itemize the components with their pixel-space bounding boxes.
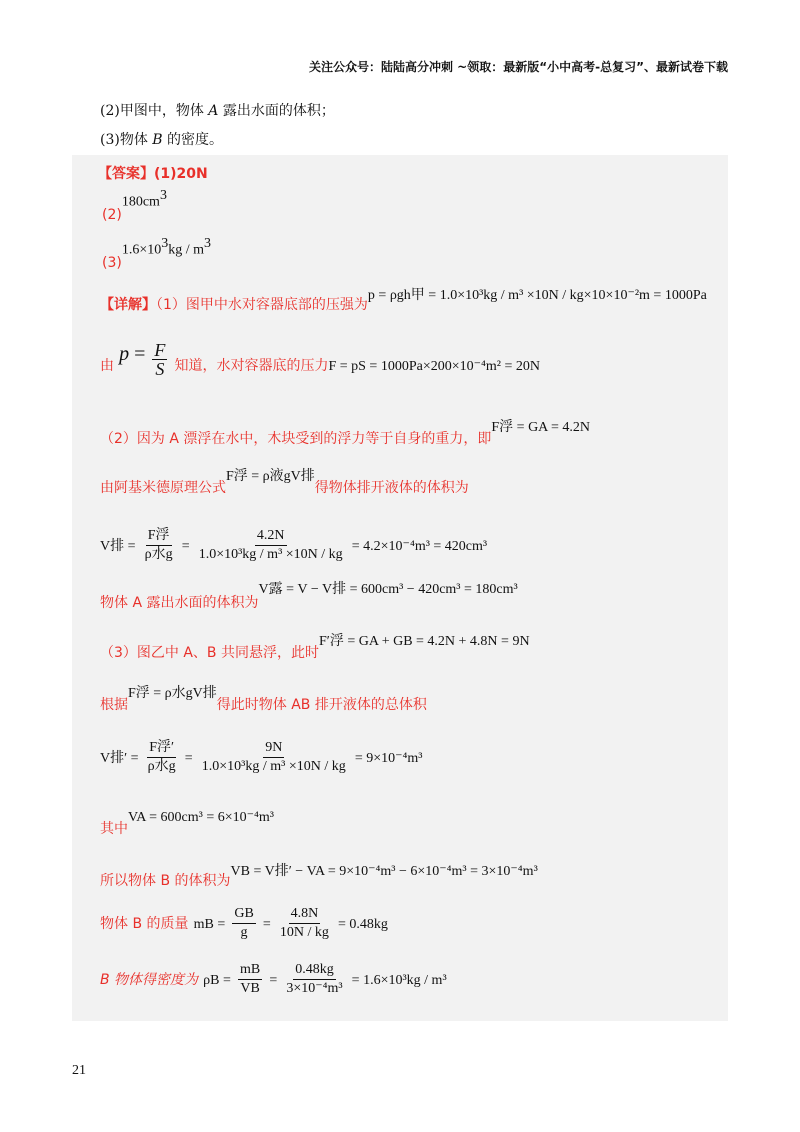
detail-line-10: 其中VA = 600cm³ = 6×10⁻⁴m³ (100, 810, 274, 837)
answer-line-1: 【答案】(1)20N (98, 166, 208, 182)
density-fraction-2: $\frac{0.48kg}{\text{3×10⁻⁴m³}}$ (286, 962, 343, 996)
detail-line-11: 所以物体 B 的体积为VB = V排′ − VA = 9×10⁻⁴m³ − 6×10⁻⁴m³ = 3×10⁻⁴m³ (100, 864, 538, 889)
page-header: 关注公众号：陆陆高分冲刺 ~领取：最新版“小中高考-总复习”、最新试卷下载 (309, 60, 728, 74)
density-fraction-1: $\frac{mB}{VB}$ (239, 962, 261, 996)
detail-line-13: B 物体得密度为 ρB = $\frac{mB}{VB}$ = $\frac{0.48kg}{\text{3×10⁻⁴m³}}$ = 1.6×10³kg / m³ (100, 962, 447, 996)
vpai-total-fraction-1: $\frac{\text{F浮′}}{\text{ρ水g}}$ (147, 740, 176, 774)
detail-line-2: 由 p = $\frac{F}{S}$ 知道，水对容器底的压力F = pS = 1000Pa×200×10⁻⁴m² = 20N (100, 340, 540, 379)
mass-fraction-1: $\frac{GB}{g}$ (234, 906, 254, 940)
vpai-fraction-2: $\frac{4.2N}{\text{1.0×10³kg / m³ ×10N / kg}}$ (198, 528, 343, 562)
question-2: (2)甲图中，物体 A 露出水面的体积； (100, 103, 335, 119)
mass-fraction-2: $\frac{4.8N}{10N / kg}$ (279, 906, 329, 940)
vpai-total-fraction-2: $\frac{9N}{\text{1.0×10³kg / m³ ×10N / kg}}$ (201, 740, 346, 774)
page-number: 21 (72, 1063, 86, 1078)
detail-line-4: 由阿基米德原理公式F浮 = ρ液gV排得物体排开液体的体积为 (100, 469, 469, 496)
detail-line-9: V排′ = $\frac{\text{F浮′}}{\text{ρ水g}}$ = $\frac{9N}{\text{1.0×10³kg / m³ ×10N / kg}}$ = 9×10⁻⁴m³ (100, 740, 423, 774)
detail-line-8: 根据F浮 = ρ水gV排得此时物体 AB 排开液体的总体积 (100, 686, 427, 713)
detail-line-12: 物体 B 的质量 mB = $\frac{GB}{g}$ = $\frac{4.8N}{10N / kg}$ = 0.48kg (100, 906, 388, 940)
answer-line-3: $(3)1.6\times 10^3kg / m^3$ (102, 236, 212, 272)
detail-line-7: （3）图乙中 A、B 共同悬浮，此时F′浮 = GA + GB = 4.2N + 4.8N = 9N (100, 634, 530, 661)
detail-line-3: （2）因为 A 漂浮在水中，木块受到的浮力等于自身的重力，即F浮 = GA = 4.2N (100, 420, 591, 447)
detail-line-6: 物体 A 露出水面的体积为V露 = V − V排 = 600cm³ − 420cm³ = 180cm³ (100, 582, 518, 611)
answer-line-2: $(2)180cm^3$ (102, 188, 167, 224)
question-3: (3)物体 B 的密度。 (100, 132, 224, 148)
vpai-fraction-1: $\frac{\text{F浮}}{\text{ρ水g}}$ (144, 528, 173, 562)
detail-line-1: 【详解】（1）图甲中水对容器底部的压强为p = ρgh甲 = 1.0×10³kg / m³ ×10N / kg×10×10⁻²m = 1000Pa (100, 288, 707, 313)
pressure-fraction: $\frac{F}{S}$ (154, 340, 166, 379)
detail-line-5: V排 = $\frac{\text{F浮}}{\text{ρ水g}}$ = $\frac{4.2N}{\text{1.0×10³kg / m³ ×10N / kg}}$ = 4.2×10⁻⁴m³ = 420cm³ (100, 528, 488, 562)
